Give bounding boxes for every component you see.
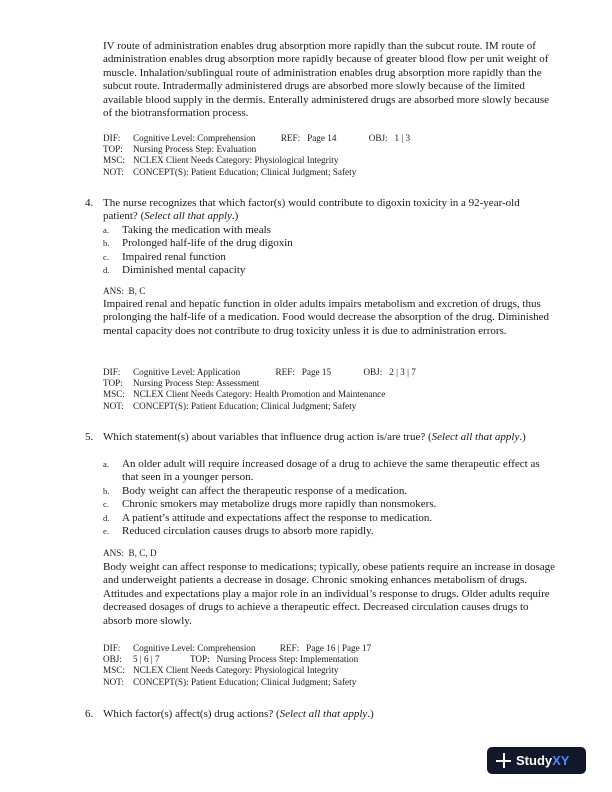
option-b: b. Prolonged half-life of the drug digoxin xyxy=(103,237,293,250)
question-stem: Which statement(s) about variables that influence drug action is/are true? (Select all that apply.) xyxy=(103,431,526,443)
brand-logo: StudyXY xyxy=(516,753,570,768)
dif-value: Cognitive Level: Comprehension xyxy=(133,643,256,653)
plus-icon xyxy=(496,753,511,768)
q5-answer: ANS: B, C, D xyxy=(103,548,157,558)
question-5 xyxy=(85,431,555,444)
ref-value: Page 15 xyxy=(301,367,332,377)
q4-rationale: Impaired renal and hepatic function in older adults impairs metabolism and excretion of drugs, thus prolonging the half-life of a medication. Food would decrease the absorption of the drug. Diminished mental capacity does not contribute to drug toxicity unless it is due to administration errors. xyxy=(103,298,549,337)
option-d: d. A patient’s attitude and expectations affect the response to medication. xyxy=(103,511,433,524)
q4-options xyxy=(103,224,543,278)
top-value: Nursing Process Step: Implementation xyxy=(216,654,359,665)
q5-meta: DIF: Cognitive Level: Comprehension REF: Page 16 | Page 17 OBJ: 5 | 6 | 7 TOP: Nursing Process Step: Implementation MSC: NCLEX Client Needs Category: Physiological Integrity NOT: CONCEPT(S): Patient Education; Clinical Judgment; Safety xyxy=(103,643,372,687)
option-a: a. Taking the medication with meals xyxy=(103,224,271,236)
question-stem: Which factor(s) affect(s) drug actions? (Select all that apply.) xyxy=(103,708,374,720)
obj-value: 2 | 3 | 7 xyxy=(389,367,416,377)
msc-value: NCLEX Client Needs Category: Physiological Integrity xyxy=(133,665,339,676)
obj-value: 1 | 3 xyxy=(394,133,411,143)
q5-rationale: Body weight can affect response to medications; typically, obese patients require an increase in dosage and underweight patients a decrease in dosage. Chronic smoking enhances metabolism of drugs. Attitudes and expectations play a major role in an individual’s response to drugs. Older adults require decreased dosages of drugs to achieve a therapeutic effect. Decreased circulation causes drugs to absorb more slowly. xyxy=(103,561,556,627)
not-value: CONCEPT(S): Patient Education; Clinical Judgment; Safety xyxy=(133,400,357,411)
option-a: a. An older adult will require increased dosage of a drug to achieve the same therapeutic effect as that seen in a younger person. xyxy=(103,458,540,484)
ref-value: Page 14 xyxy=(307,133,337,143)
q3-meta: DIF: Cognitive Level: Comprehension REF: Page 14 OBJ: 1 | 3 TOP: Nursing Process Step: Evaluation MSC: NCLEX Client Needs Category: Physiological Integrity NOT: CONCEPT(S): Patient Education; Clinical Judgment; Safety xyxy=(103,133,411,177)
option-b: b. Body weight can affect the therapeutic response of a medication. xyxy=(103,484,408,497)
question-stem: The nurse recognizes that which factor(s) would contribute to digoxin toxicity in a 92-year-old patient? (Select all that apply.) xyxy=(103,197,520,223)
q3-rationale: IV route of administration enables drug absorption more rapidly than the subcut route. IM route of administration enables drug absorption more rapidly because of greater blood flow per unit weight of muscle. Inhalation/sublingual route of administration enables drug absorption more rapidly than the subcut route. Intradermally administered drugs are absorbed more slowly because of the limited available blood supply in the dermis. Enterally administered drugs are absorbed more slowly because of the biotransformation process. xyxy=(103,40,549,120)
q5-options xyxy=(103,458,543,538)
question-number: 6. xyxy=(85,708,94,720)
msc-value: NCLEX Client Needs Category: Physiological Integrity xyxy=(133,155,339,166)
not-value: CONCEPT(S): Patient Education; Clinical Judgment; Safety xyxy=(133,676,357,687)
question-number: 5. xyxy=(85,431,94,443)
top-value: Nursing Process Step: Assessment xyxy=(133,378,260,389)
q4-meta: DIF: Cognitive Level: Application REF: Page 15 OBJ: 2 | 3 | 7 TOP: Nursing Process Step: Assessment MSC: NCLEX Client Needs Category: Health Promotion and Maintenance NOT: CONCEPT(S): Patient Education; Clinical Judgment; Safety xyxy=(103,367,416,411)
studyxy-badge[interactable] xyxy=(487,747,586,774)
question-6 xyxy=(85,708,555,721)
option-c: c. Chronic smokers may metabolize drugs more rapidly than nonsmokers. xyxy=(103,498,437,511)
option-c: c. Impaired renal function xyxy=(103,250,226,263)
option-e: e. Reduced circulation causes drugs to absorb more rapidly. xyxy=(103,525,374,538)
dif-value: Cognitive Level: Comprehension xyxy=(133,133,256,143)
obj-value: 5 | 6 | 7 xyxy=(133,654,160,665)
ref-value: Page 16 | Page 17 xyxy=(306,643,372,653)
option-d: d. Diminished mental capacity xyxy=(103,264,246,277)
q4-answer: ANS: B, C xyxy=(103,286,146,296)
top-value: Nursing Process Step: Evaluation xyxy=(133,144,257,155)
msc-value: NCLEX Client Needs Category: Health Promotion and Maintenance xyxy=(133,389,386,400)
question-4 xyxy=(85,197,555,224)
question-number: 4. xyxy=(85,197,94,209)
dif-value: Cognitive Level: Application xyxy=(133,367,241,377)
not-value: CONCEPT(S): Patient Education; Clinical Judgment; Safety xyxy=(133,166,357,177)
